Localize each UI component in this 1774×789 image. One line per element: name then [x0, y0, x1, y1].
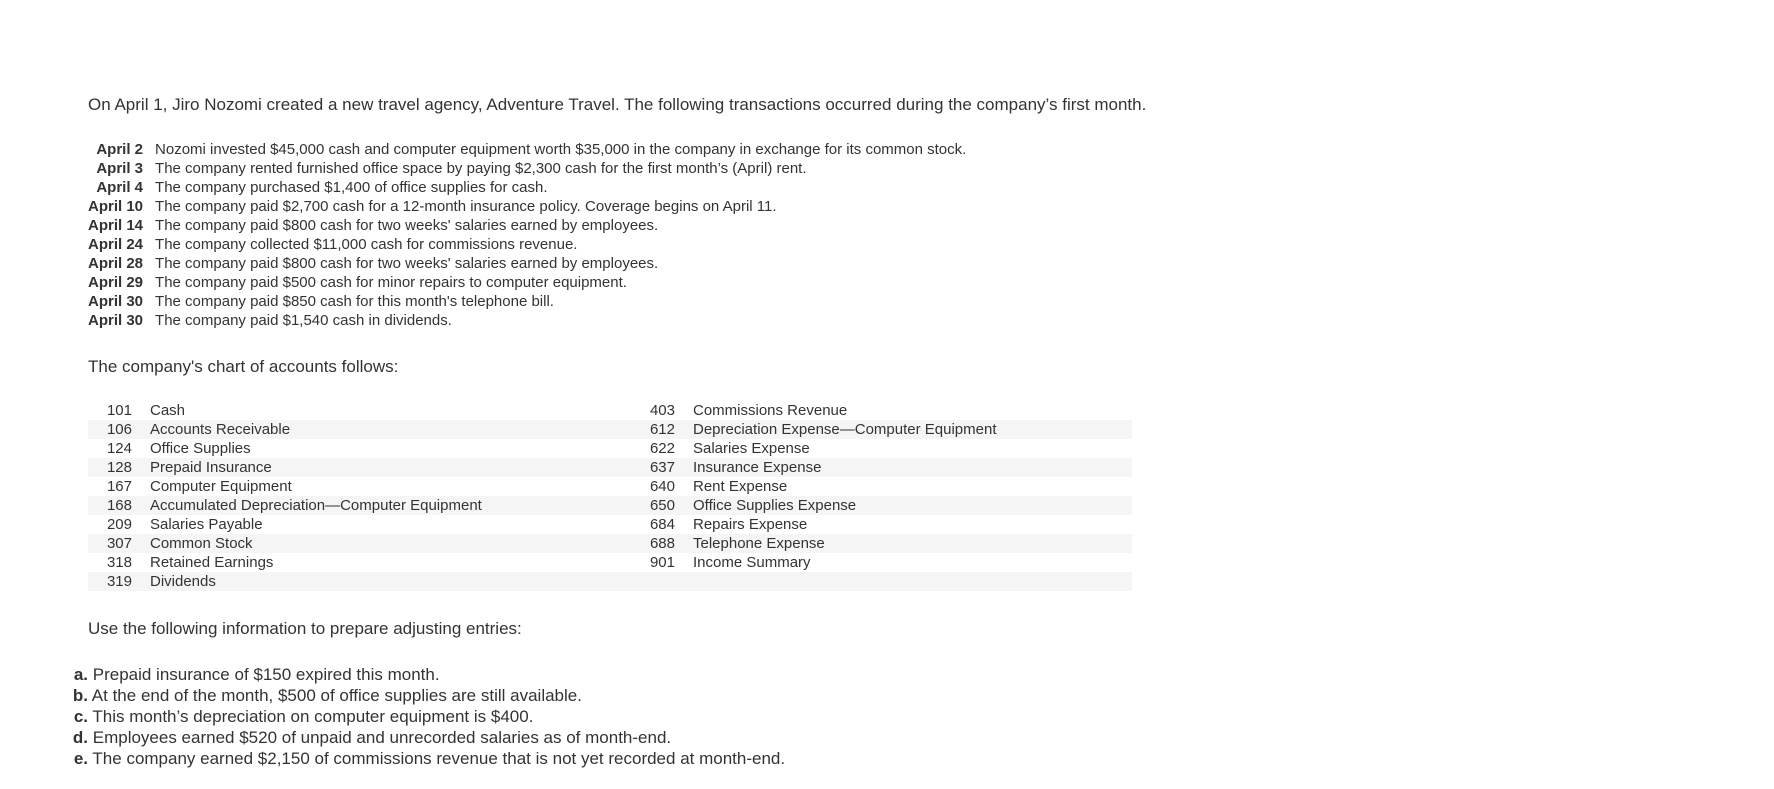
account-name: Retained Earnings [150, 554, 274, 571]
account-name: Computer Equipment [150, 478, 292, 495]
account-row [88, 534, 1132, 553]
account-number: 403 [649, 402, 675, 419]
account-number: 167 [106, 478, 132, 495]
account-row [88, 553, 1132, 572]
adjustment-text: Employees earned $520 of unpaid and unrecorded salaries as of month-end. [92, 728, 672, 747]
account-number: 106 [88, 420, 150, 439]
account-name: Office Supplies [150, 440, 251, 457]
account-name [693, 572, 1132, 591]
adjustment-item [62, 685, 785, 706]
adjustment-item [62, 748, 785, 769]
account-name: Repairs Expense [693, 516, 808, 533]
adjustment-item [62, 664, 785, 685]
account-number: 640 [649, 478, 675, 495]
transaction-row [88, 197, 966, 216]
transaction-description: The company paid $1,540 cash in dividends. [155, 312, 452, 329]
adjustment-item [62, 706, 785, 727]
adjustment-item [62, 727, 785, 748]
account-name: Salaries Payable [150, 516, 263, 533]
adjusting-entries-heading: Use the following information to prepare adjusting entries: [88, 619, 522, 638]
account-number: 307 [88, 534, 150, 553]
transaction-date: April 3 [96, 160, 144, 177]
adjustment-letter: d. [72, 728, 88, 747]
transaction-row [88, 140, 966, 159]
account-row [88, 515, 1132, 534]
transaction-description: The company collected $11,000 cash for commissions revenue. [155, 236, 578, 253]
transaction-row [88, 254, 966, 273]
account-number: 650 [645, 496, 693, 515]
transaction-description: The company purchased $1,400 of office supplies for cash. [155, 179, 548, 196]
transaction-date: April 28 [88, 255, 144, 272]
account-number: 209 [106, 516, 132, 533]
account-number: 901 [649, 554, 675, 571]
account-number: 124 [106, 440, 132, 457]
account-name: Telephone Expense [693, 534, 1132, 553]
transaction-description: The company paid $2,700 cash for a 12-month insurance policy. Coverage begins on April 11. [155, 198, 777, 215]
account-name: Insurance Expense [693, 458, 1132, 477]
account-name: Office Supplies Expense [693, 496, 1132, 515]
account-number: 688 [645, 534, 693, 553]
transaction-description: The company paid $500 cash for minor repairs to computer equipment. [155, 274, 627, 291]
account-name: Income Summary [693, 554, 811, 571]
transaction-description: The company paid $800 cash for two weeks' salaries earned by employees. [155, 217, 659, 234]
transaction-date: April 29 [88, 274, 144, 291]
account-name: Commissions Revenue [693, 402, 848, 419]
account-row [88, 496, 1132, 515]
adjustment-text: The company earned $2,150 of commissions revenue that is not yet recorded at month-end. [92, 749, 786, 768]
account-name: Salaries Expense [693, 440, 810, 457]
account-row [88, 458, 1132, 477]
adjustments-list [62, 664, 785, 769]
transactions-table [88, 140, 966, 330]
account-name: Depreciation Expense—Computer Equipment [693, 420, 1132, 439]
account-number: 684 [649, 516, 675, 533]
transaction-row [88, 273, 966, 292]
account-name: Rent Expense [693, 478, 788, 495]
account-number: 622 [649, 440, 675, 457]
adjustment-letter: b. [72, 686, 88, 705]
account-row [88, 420, 1132, 439]
adjustment-letter: c. [73, 707, 88, 726]
transaction-description: The company rented furnished office space by paying $2,300 cash for the first month’s (April) rent. [155, 160, 807, 177]
transaction-row [88, 216, 966, 235]
chart-of-accounts-heading: The company's chart of accounts follows: [88, 357, 399, 376]
transaction-row [88, 159, 966, 178]
transaction-date: April 10 [88, 198, 144, 215]
adjustment-text: This month’s depreciation on computer equipment is $400. [92, 707, 534, 726]
account-number: 128 [88, 458, 150, 477]
transaction-date: April 2 [96, 141, 144, 158]
intro-paragraph: On April 1, Jiro Nozomi created a new travel agency, Adventure Travel. The following transactions occurred during the company’s first month. [88, 95, 1147, 114]
transaction-row [88, 178, 966, 197]
transaction-description: The company paid $800 cash for two weeks' salaries earned by employees. [155, 255, 659, 272]
adjustment-letter: e. [73, 749, 88, 768]
account-number [645, 572, 693, 591]
account-name: Common Stock [150, 534, 645, 553]
adjustment-letter: a. [73, 665, 88, 684]
transaction-description: Nozomi invested $45,000 cash and computer equipment worth $35,000 in the company in exchange for its common stock. [155, 141, 967, 158]
account-name: Accounts Receivable [150, 420, 645, 439]
account-row [88, 439, 1132, 458]
transaction-row [88, 292, 966, 311]
account-number: 101 [106, 402, 132, 419]
account-number: 637 [645, 458, 693, 477]
account-number: 612 [645, 420, 693, 439]
adjustment-text: At the end of the month, $500 of office supplies are still available. [91, 686, 582, 705]
account-row [88, 572, 1132, 591]
adjustment-text: Prepaid insurance of $150 expired this month. [92, 665, 440, 684]
account-number: 318 [106, 554, 132, 571]
transaction-date: April 14 [88, 217, 144, 234]
transaction-row [88, 311, 966, 330]
transaction-date: April 4 [96, 179, 144, 196]
account-name: Dividends [150, 572, 645, 591]
chart-of-accounts-table [88, 401, 1132, 591]
transaction-description: The company paid $850 cash for this month's telephone bill. [155, 293, 554, 310]
account-name: Cash [150, 402, 186, 419]
account-row [88, 401, 1132, 420]
transaction-date: April 30 [88, 312, 144, 329]
account-name: Prepaid Insurance [150, 458, 645, 477]
account-number: 319 [88, 572, 150, 591]
account-row [88, 477, 1132, 496]
account-number: 168 [88, 496, 150, 515]
transaction-date: April 30 [88, 293, 144, 310]
transaction-row [88, 235, 966, 254]
transaction-date: April 24 [88, 236, 144, 253]
account-name: Accumulated Depreciation—Computer Equipment [150, 496, 645, 515]
